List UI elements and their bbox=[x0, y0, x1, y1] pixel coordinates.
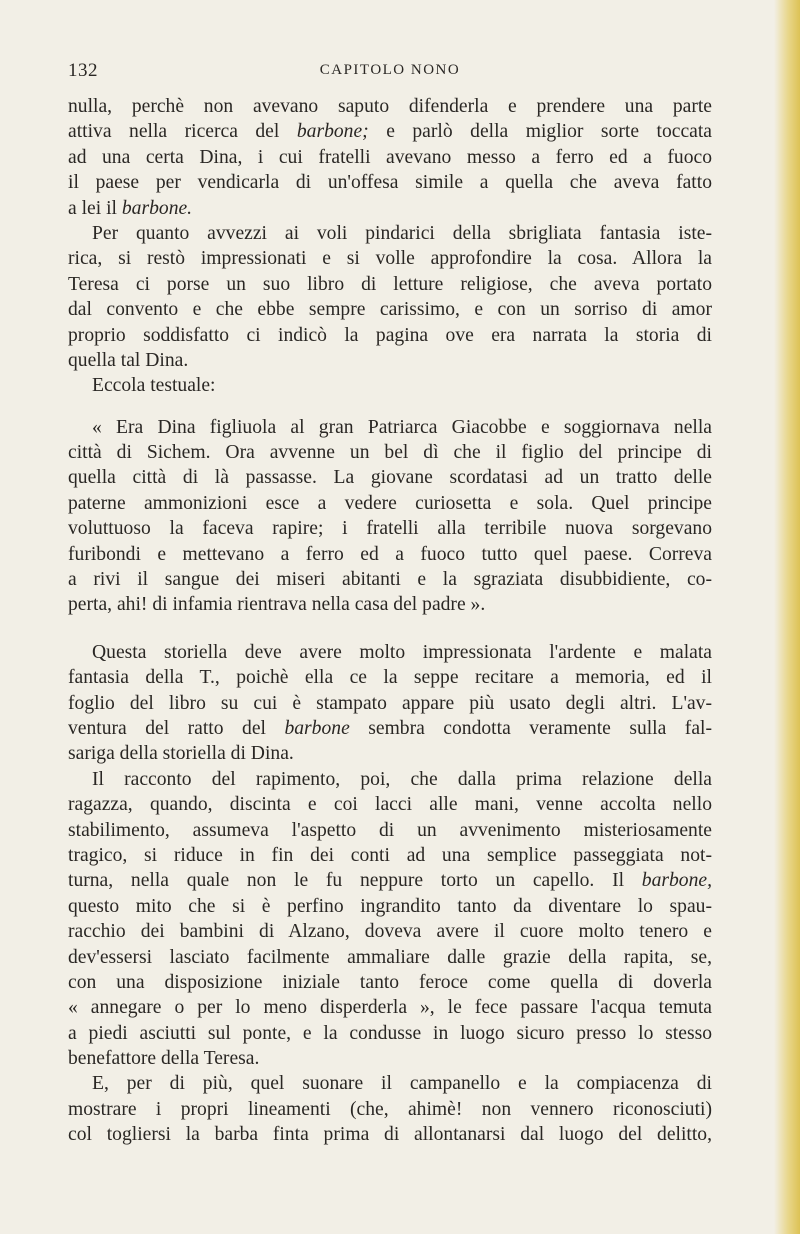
quote-line: quella città di là passasse. La giovane scordatasi ad un tratto delle bbox=[68, 467, 712, 489]
text-line: ad una certa Dina, i cui fratelli avevano messo a ferro ed a fuoco bbox=[68, 146, 712, 168]
italic-word: barbone. bbox=[121, 197, 193, 219]
text-line: mostrare i propri lineamenti (che, ahimè! non vennero riconosciuti) bbox=[68, 1098, 712, 1120]
quote-line: furibondi e mettevano a ferro ed a fuoco tutto quel paese. Correva bbox=[68, 543, 712, 565]
text-line: rica, si restò impressionati e si volle approfondire la cosa. Allora la bbox=[68, 248, 712, 270]
quote-line: a rivi il sangue dei miseri abitanti e la sgraziata disubbidiente, co- bbox=[68, 569, 712, 591]
running-head: CAPITOLO NONO bbox=[319, 62, 461, 78]
text-line: con una disposizione iniziale tanto feroce come quella di doverla bbox=[68, 971, 712, 993]
text-line: benefattore della Teresa. bbox=[68, 1048, 260, 1070]
italic-word: barbone; bbox=[296, 121, 369, 143]
italic-word: barbone, bbox=[641, 870, 712, 892]
italic-word: barbone bbox=[284, 717, 350, 739]
text-line: a piedi asciutti sul ponte, e la condusse in luogo sicuro presso lo stesso bbox=[68, 1022, 712, 1044]
text-line: a lei il barbone. bbox=[68, 197, 193, 219]
text-line: turna, nella quale non le fu neppure torto un capello. Il barbone, bbox=[68, 870, 712, 892]
text-line: il paese per vendicarla di un'offesa simile a quella che aveva fatto bbox=[68, 172, 712, 194]
text-line: foglio del libro su cui è stampato appare più usato degli altri. L'av- bbox=[68, 692, 712, 714]
quote-line: voluttuoso la faceva rapire; i fratelli alla terribile nuova sorgevano bbox=[68, 518, 712, 540]
quote-line: « Era Dina figliuola al gran Patriarca Giacobbe e soggiornava nella bbox=[92, 416, 712, 438]
text-line: Per quanto avvezzi ai voli pindarici della sbrigliata fantasia iste- bbox=[92, 222, 712, 244]
text-line: ventura del ratto del barbone sembra condotta veramente sulla fal- bbox=[68, 717, 712, 739]
page-edge-shading bbox=[774, 0, 800, 1234]
section-gap bbox=[68, 618, 712, 640]
text-line: E, per di più, quel suonare il campanello e la compiacenza di bbox=[92, 1073, 712, 1095]
quote-line: perta, ahi! di infamia rientrava nella casa del padre ». bbox=[68, 594, 486, 616]
section-gap bbox=[68, 399, 712, 415]
text-line: Eccola testuale: bbox=[92, 375, 216, 397]
text-line: proprio soddisfatto ci indicò la pagina ove era narrata la storia di bbox=[68, 324, 712, 346]
text-line: Il racconto del rapimento, poi, che dalla prima relazione della bbox=[92, 768, 712, 790]
text-line: dal convento e che ebbe sempre carissimo, e con un sorriso di amor bbox=[68, 299, 712, 321]
page-number: 132 bbox=[68, 60, 98, 81]
text-line: « annegare o per lo meno disperderla », le fece passare l'acqua temuta bbox=[68, 997, 712, 1019]
text-line: ragazza, quando, discinta e coi lacci alle mani, venne accolta nello bbox=[68, 794, 712, 816]
text-line: Questa storiella deve avere molto impressionata l'ardente e malata bbox=[92, 641, 712, 663]
text-line: questo mito che si è perfino ingrandito tanto da diventare lo spau- bbox=[68, 895, 712, 917]
text-line: dev'essersi lasciato facilmente ammaliare dalle grazie della rapita, se, bbox=[68, 946, 712, 968]
text-line: Teresa ci porse un suo libro di letture religiose, che aveva portato bbox=[68, 273, 712, 295]
text-line: col togliersi la barba finta prima di allontanarsi dal luogo del delitto, bbox=[68, 1124, 712, 1146]
text-line: stabilimento, assumeva l'aspetto di un avvenimento misteriosamente bbox=[68, 819, 712, 841]
text-line: fantasia della T., poichè ella ce la seppe recitare a memoria, ed il bbox=[68, 667, 712, 689]
text-line: nulla, perchè non avevano saputo difenderla e prendere una parte bbox=[68, 96, 712, 117]
quote-line: città di Sichem. Ora avvenne un bel dì che il figlio del principe di bbox=[68, 442, 712, 464]
text-line: attiva nella ricerca del barbone; e parlò della miglior sorte toccata bbox=[68, 121, 712, 143]
text-line: racchio dei bambini di Alzano, doveva avere il cuore molto tenero e bbox=[68, 921, 712, 943]
text-line: sariga della storiella di Dina. bbox=[68, 743, 294, 765]
text-line: quella tal Dina. bbox=[68, 349, 189, 371]
body-text bbox=[68, 94, 712, 1148]
text-line: tragico, si riduce in fin dei conti ad una semplice passeggiata not- bbox=[68, 844, 712, 866]
page-header bbox=[68, 60, 712, 84]
quote-line: paterne ammonizioni esce a vedere curiosetta e sola. Quel principe bbox=[68, 492, 712, 514]
